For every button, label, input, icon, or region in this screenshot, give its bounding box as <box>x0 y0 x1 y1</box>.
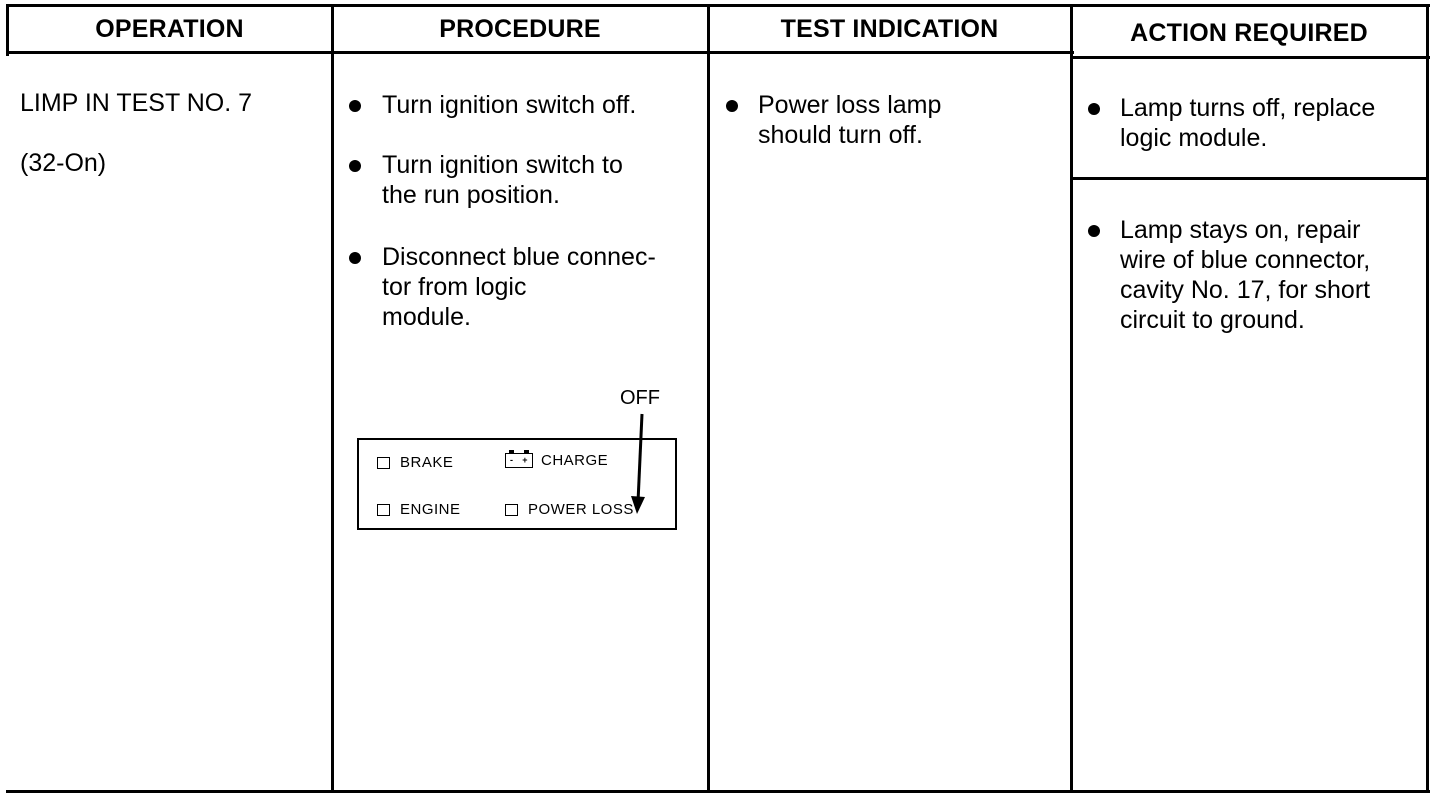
bullet-icon <box>349 160 361 172</box>
column-divider-1 <box>331 4 334 793</box>
operation-code: (32-On) <box>20 149 107 177</box>
column-divider-2 <box>707 4 710 793</box>
lamp-engine <box>377 501 461 518</box>
bullet-icon <box>726 100 738 112</box>
bullet-icon <box>349 100 361 112</box>
lamp-square-icon <box>505 504 518 516</box>
lamp-square-icon <box>377 504 390 516</box>
header-procedure: PROCEDURE <box>439 14 601 43</box>
battery-icon: - + <box>505 453 533 468</box>
lamp-charge-label: CHARGE <box>541 452 609 469</box>
header-operation: OPERATION <box>95 14 244 43</box>
header-action-required: ACTION REQUIRED <box>1130 18 1368 47</box>
test-indication-text: Power loss lamp should turn off. <box>758 91 942 149</box>
bullet-icon <box>1088 225 1100 237</box>
action-row-divider <box>1072 177 1428 180</box>
procedure-step-text: Turn ignition switch off. <box>382 91 637 119</box>
off-pointer-label: OFF <box>620 387 660 409</box>
lamp-engine-label: ENGINE <box>400 501 461 518</box>
bullet-icon <box>1088 103 1100 115</box>
action-text: Lamp turns off, replace logic module. <box>1120 94 1376 152</box>
header-bottom-border-right <box>1072 56 1430 59</box>
procedure-step-text: Disconnect blue connec- tor from logic module. <box>382 243 656 331</box>
warning-lamp-panel <box>357 438 677 530</box>
lamp-power-loss-label: POWER LOSS <box>528 501 634 518</box>
procedure-step-text: Turn ignition switch to the run position. <box>382 151 623 209</box>
header-test-indication: TEST INDICATION <box>780 14 999 43</box>
action-text: Lamp stays on, repair wire of blue connector, cavity No. 17, for short circuit to ground. <box>1120 216 1371 334</box>
table-bottom-border <box>6 790 1430 793</box>
operation-name: LIMP IN TEST NO. 7 <box>20 89 253 117</box>
lamp-charge <box>505 452 608 469</box>
lamp-square-icon <box>377 457 390 469</box>
lamp-brake <box>377 454 453 471</box>
lamp-brake-label: BRAKE <box>400 454 454 471</box>
bullet-icon <box>349 252 361 264</box>
lamp-power-loss <box>505 501 634 518</box>
